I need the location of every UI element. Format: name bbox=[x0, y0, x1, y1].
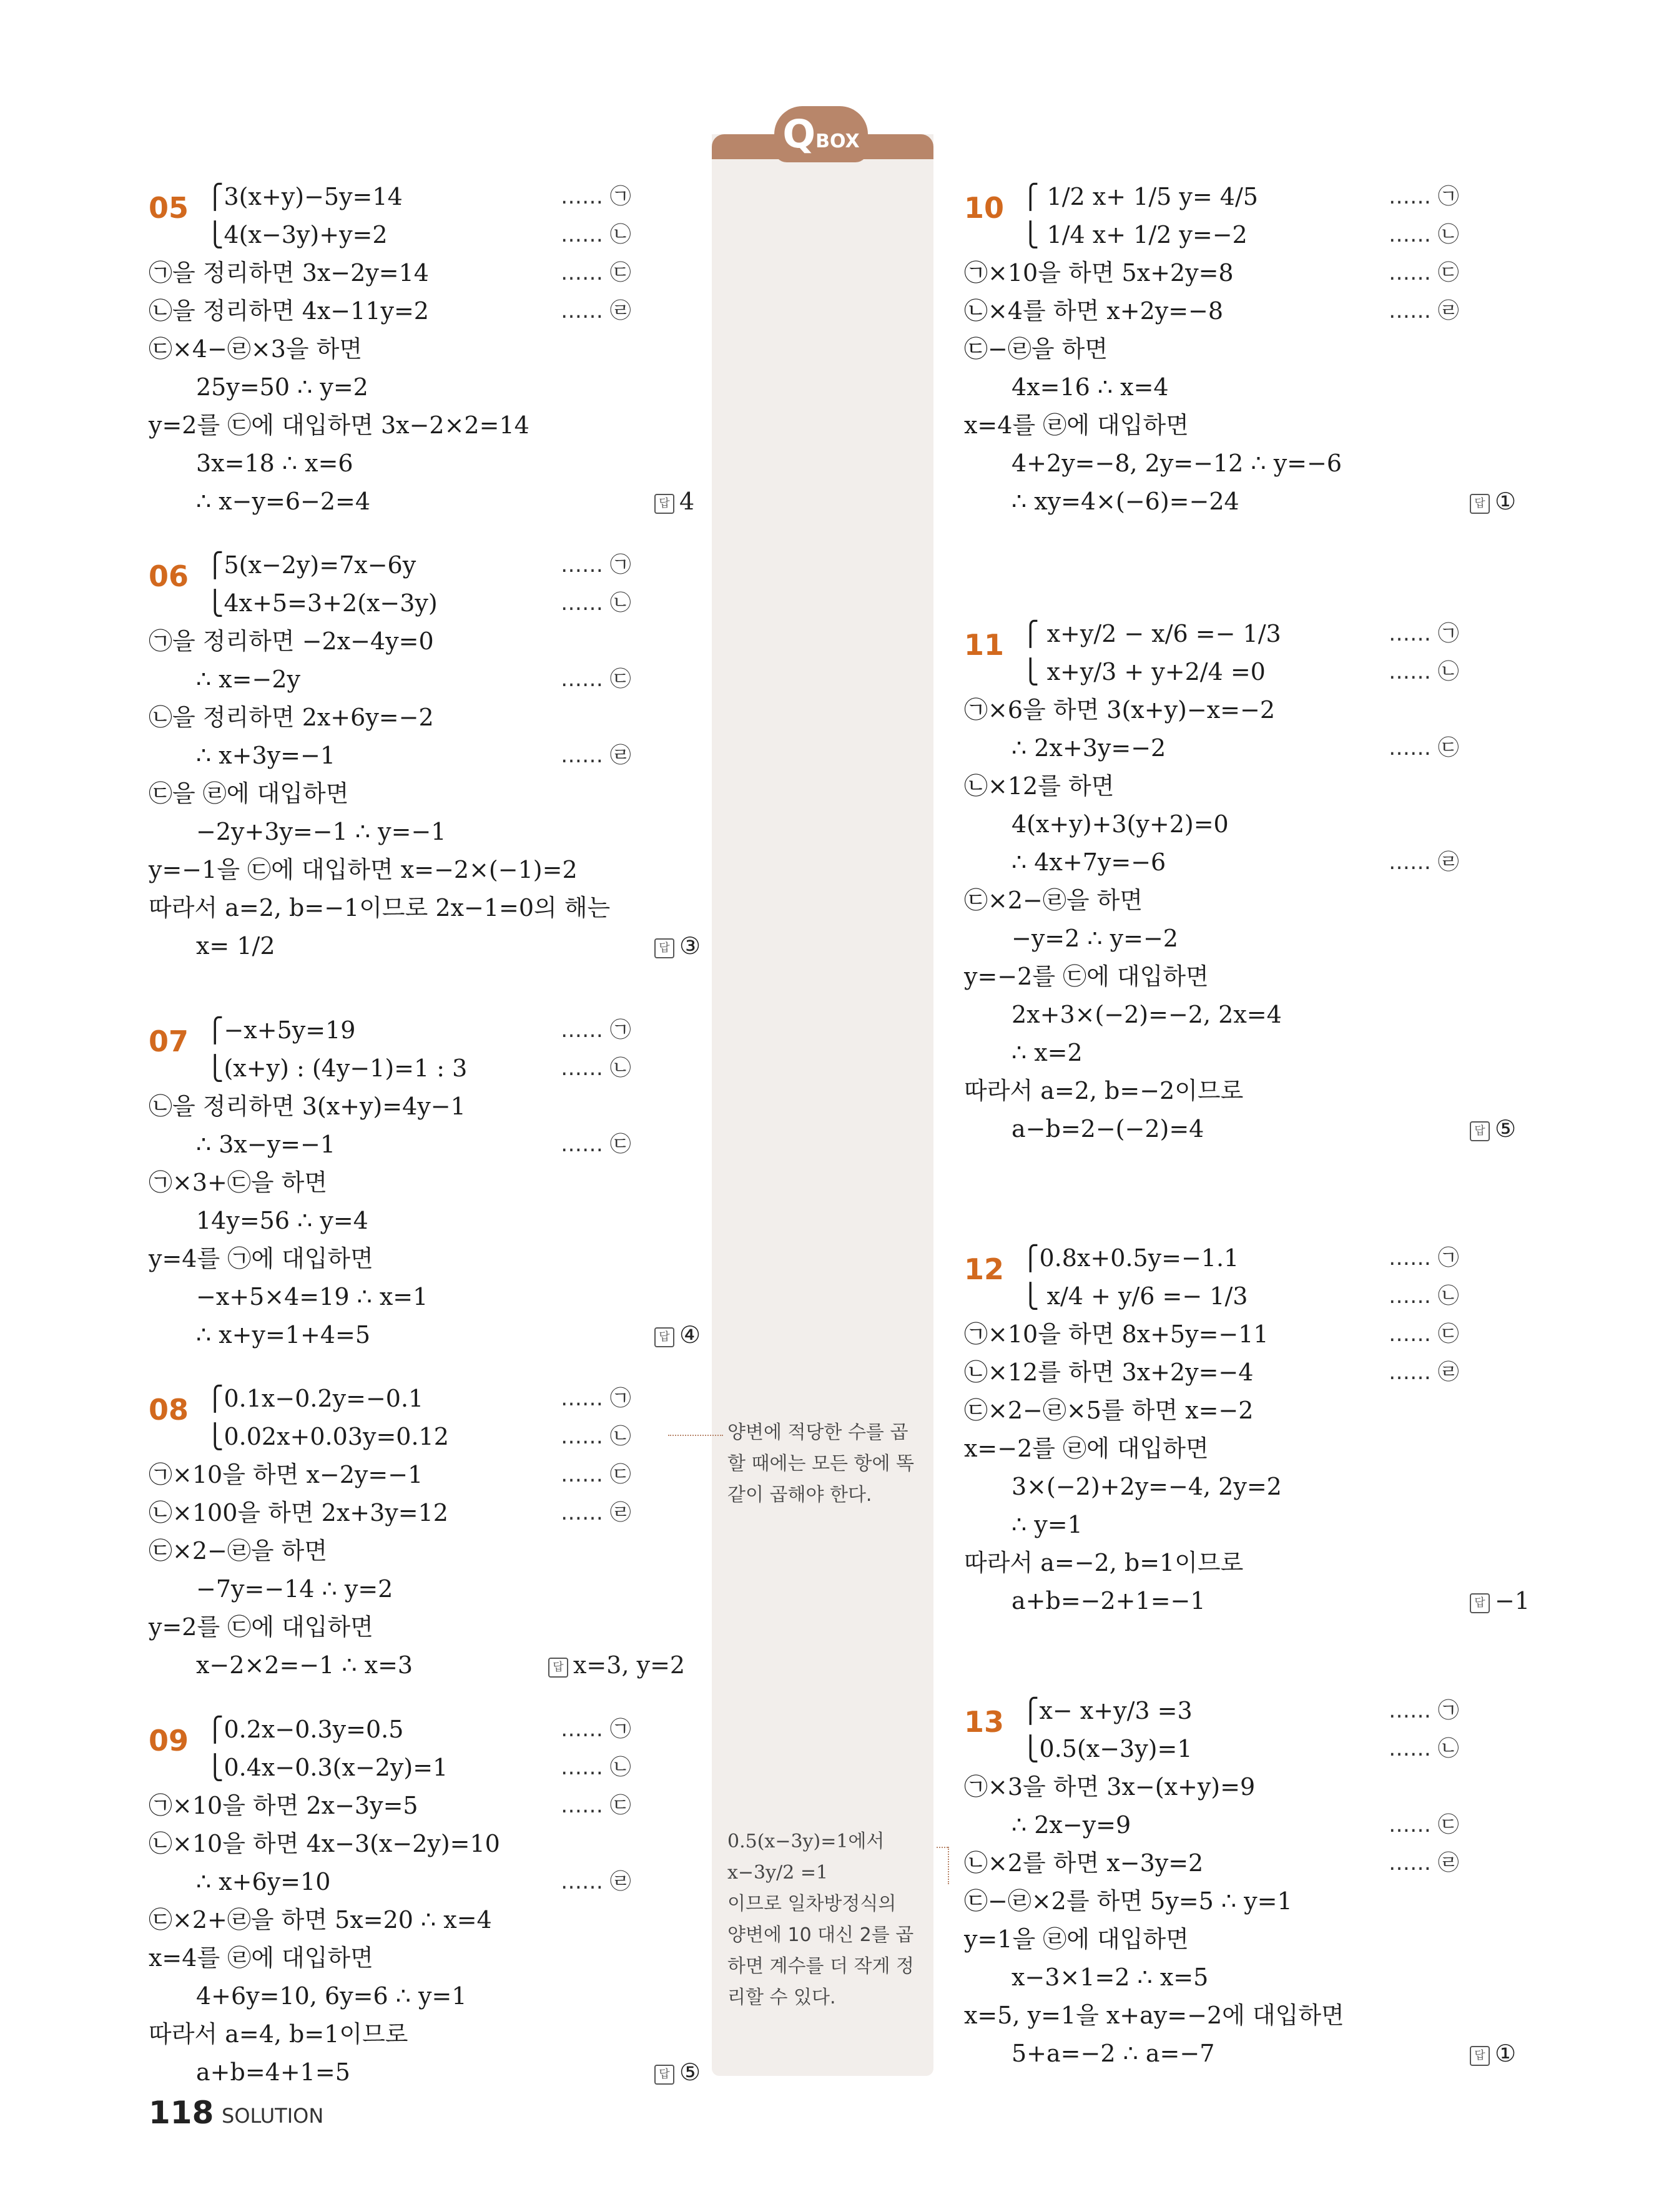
solution-text: ∴ x+6y=10 bbox=[196, 1868, 331, 1895]
solution-line bbox=[149, 1646, 711, 1684]
footer-label: SOLUTION bbox=[222, 2104, 324, 2128]
solution-line bbox=[964, 920, 1526, 957]
equation-tag: …… ㉡ bbox=[1389, 222, 1459, 247]
solution-line bbox=[149, 1316, 711, 1354]
solution-line bbox=[149, 1278, 711, 1315]
solution-text: ∴ xy=4×(−6)=−24 bbox=[1012, 488, 1239, 515]
solution-line bbox=[964, 483, 1526, 520]
solution-text: ⎧5(x−2y)=7x−6y bbox=[206, 551, 416, 579]
solution-text: ∴ x=2 bbox=[1012, 1039, 1083, 1066]
solution-line bbox=[149, 1126, 711, 1163]
solution-line bbox=[964, 1277, 1526, 1315]
solution-line bbox=[964, 1692, 1526, 1729]
answer-mark-icon: 답 bbox=[654, 1327, 674, 1347]
solution-line bbox=[149, 661, 711, 698]
solution-text: −2y+3y=−1 ∴ y=−1 bbox=[196, 818, 446, 845]
equation-tag: …… ㉣ bbox=[1389, 298, 1459, 323]
solution-text: x−3×1=2 ∴ x=5 bbox=[1012, 1964, 1209, 1991]
solution-text: 2x+3×(−2)=−2, 2x=4 bbox=[1012, 1001, 1282, 1028]
qbox-note-line: 양변에 적당한 수를 곱 bbox=[727, 1422, 908, 1443]
solution-line bbox=[964, 292, 1526, 330]
solution-text: ⎩(x+y) : (4y−1)=1 : 3 bbox=[206, 1054, 468, 1082]
solution-line bbox=[149, 1977, 711, 2015]
equation-tag: …… ㉣ bbox=[1389, 1360, 1459, 1385]
solution-text: y=2를 ㉢에 대입하면 3x−2×2=14 bbox=[149, 411, 529, 439]
solution-line bbox=[149, 1939, 711, 1977]
solution-text: ⎧0.2x−0.3y=0.5 bbox=[206, 1716, 404, 1743]
solution-line bbox=[964, 1468, 1526, 1505]
solution-text: 3×(−2)+2y=−4, 2y=2 bbox=[1012, 1473, 1282, 1500]
equation-tag: …… ㉡ bbox=[561, 1755, 631, 1780]
answer bbox=[654, 2053, 701, 2091]
solution-line bbox=[964, 615, 1526, 652]
equation-tag: …… ㉢ bbox=[1389, 1322, 1459, 1347]
solution-line bbox=[149, 1863, 711, 1900]
solution-line bbox=[964, 958, 1526, 995]
answer-mark-icon: 답 bbox=[1470, 1121, 1490, 1141]
answer-mark-icon: 답 bbox=[654, 2065, 674, 2085]
solution-line bbox=[964, 1806, 1526, 1844]
solution-line bbox=[964, 1354, 1526, 1391]
solution-text: ⎩0.02x+0.03y=0.12 bbox=[206, 1423, 449, 1450]
problem-number: 06 bbox=[149, 559, 189, 594]
answer-mark-icon: 답 bbox=[1470, 494, 1490, 514]
solution-text: ㉠×10을 하면 5x+2y=8 bbox=[964, 259, 1234, 287]
solution-text: 14y=56 ∴ y=4 bbox=[196, 1207, 368, 1234]
solution-text: ㉢×2−㉣을 하면 bbox=[964, 887, 1143, 914]
equation-tag: …… ㉡ bbox=[561, 1424, 631, 1449]
solution-text: ㉢×4−㉣×3을 하면 bbox=[149, 335, 363, 363]
solution-line bbox=[149, 699, 711, 736]
equation-tag: …… ㉠ bbox=[561, 1717, 631, 1742]
problem-number: 08 bbox=[149, 1393, 189, 1427]
solution-text: ∴ x=−2y bbox=[196, 666, 301, 693]
equation-tag: …… ㉡ bbox=[1389, 1736, 1459, 1761]
solution-text: ㉢을 ㉣에 대입하면 bbox=[149, 780, 349, 807]
solution-text: ㉠을 정리하면 3x−2y=14 bbox=[149, 259, 429, 287]
equation-tag: …… ㉢ bbox=[561, 1793, 631, 1818]
problem-number: 11 bbox=[964, 628, 1005, 662]
answer-value: x=3, y=2 bbox=[573, 1651, 686, 1679]
solution-line bbox=[149, 178, 711, 215]
solution-text: ⎩4x+5=3+2(x−3y) bbox=[206, 589, 438, 617]
solution-line bbox=[964, 330, 1526, 368]
problem-number: 10 bbox=[964, 191, 1005, 225]
solution-line bbox=[149, 927, 711, 965]
solution-line bbox=[964, 1315, 1526, 1353]
solution-text: 25y=50 ∴ y=2 bbox=[196, 373, 368, 401]
equation-tag: …… ㉠ bbox=[561, 553, 631, 578]
qbox-badge-q: Q bbox=[782, 111, 816, 157]
solution-text: 4(x+y)+3(y+2)=0 bbox=[1012, 810, 1229, 838]
solution-line bbox=[149, 1532, 711, 1570]
answer-value: −1 bbox=[1495, 1587, 1530, 1615]
solution-text: ㉡×10을 하면 4x−3(x−2y)=10 bbox=[149, 1830, 500, 1857]
answer bbox=[654, 1316, 701, 1354]
answer bbox=[654, 483, 694, 520]
answer-value: ⑤ bbox=[679, 2058, 701, 2086]
solution-text: ㉢×2−㉣을 하면 bbox=[149, 1537, 328, 1565]
equation-tag: …… ㉣ bbox=[1389, 850, 1459, 875]
answer bbox=[1470, 1110, 1516, 1148]
solution-text: a−b=2−(−2)=4 bbox=[1012, 1115, 1204, 1143]
solution-text: x=−2를 ㉣에 대입하면 bbox=[964, 1435, 1209, 1462]
equation-tag: …… ㉣ bbox=[561, 743, 631, 768]
qbox-note-line: 하면 계수를 더 작게 정 bbox=[727, 1955, 914, 1977]
answer-value: ⑤ bbox=[1495, 1115, 1517, 1143]
qbox-note-line: 0.5(x−3y)=1에서 bbox=[727, 1831, 885, 1852]
solution-text: ⎩ x+y/3 + y+2/4 =0 bbox=[1021, 658, 1266, 686]
equation-tag: …… ㉠ bbox=[561, 1386, 631, 1411]
solution-text: −y=2 ∴ y=−2 bbox=[1012, 925, 1178, 952]
solution-text: ⎧x− x+y/3 =3 bbox=[1021, 1697, 1193, 1724]
solution-line bbox=[964, 1544, 1526, 1581]
solution-text: ⎩0.5(x−3y)=1 bbox=[1021, 1735, 1193, 1762]
solution-line bbox=[149, 1456, 711, 1493]
qbox-panel bbox=[712, 134, 933, 2076]
solution-text: x−2×2=−1 ∴ x=3 bbox=[196, 1651, 413, 1679]
equation-tag: …… ㉠ bbox=[561, 1018, 631, 1043]
problem-number: 05 bbox=[149, 191, 189, 225]
answer-value: ④ bbox=[679, 1321, 701, 1349]
solution-text: ㉢×2−㉣×5를 하면 x=−2 bbox=[964, 1397, 1254, 1424]
solution-line bbox=[964, 1768, 1526, 1806]
equation-tag: …… ㉡ bbox=[561, 591, 631, 616]
solution-line bbox=[964, 178, 1526, 215]
solution-text: ㉠을 정리하면 −2x−4y=0 bbox=[149, 627, 434, 655]
solution-text: ∴ x+3y=−1 bbox=[196, 742, 336, 769]
solution-line bbox=[964, 1430, 1526, 1467]
solution-text: ∴ y=1 bbox=[1012, 1511, 1083, 1538]
answer-mark-icon: 답 bbox=[654, 938, 674, 958]
solution-line bbox=[964, 1997, 1526, 2034]
solution-line bbox=[149, 1202, 711, 1239]
qbox-note-multiply bbox=[727, 1417, 921, 1511]
qbox-note-line: 양변에 10 대신 2를 곱 bbox=[727, 1924, 914, 1946]
equation-tag: …… ㉡ bbox=[1389, 1284, 1459, 1309]
answer bbox=[1470, 2035, 1516, 2072]
equation-tag: …… ㉢ bbox=[561, 1132, 631, 1157]
solution-line bbox=[964, 882, 1526, 919]
solution-line bbox=[964, 1034, 1526, 1071]
solution-text: ㉠×10을 하면 2x−3y=5 bbox=[149, 1792, 418, 1819]
solution-text: ⎧−x+5y=19 bbox=[206, 1016, 356, 1044]
solution-text: ㉠×10을 하면 8x+5y=−11 bbox=[964, 1320, 1269, 1348]
solution-line bbox=[149, 1164, 711, 1201]
solution-line bbox=[964, 653, 1526, 691]
solution-text: x=4를 ㉣에 대입하면 bbox=[149, 1944, 373, 1972]
equation-tag: …… ㉡ bbox=[561, 1056, 631, 1081]
solution-text: x=5, y=1을 x+ay=−2에 대입하면 bbox=[964, 2002, 1344, 2029]
answer-value: ① bbox=[1495, 488, 1517, 515]
solution-text: ㉠×6을 하면 3(x+y)−x=−2 bbox=[964, 696, 1275, 724]
solution-text: 따라서 a=−2, b=1이므로 bbox=[964, 1549, 1244, 1576]
solution-line bbox=[964, 2035, 1526, 2072]
solution-line bbox=[149, 1049, 711, 1087]
solution-text: a+b=4+1=5 bbox=[196, 2058, 350, 2086]
solution-line bbox=[149, 1711, 711, 1748]
solution-text: 5+a=−2 ∴ a=−7 bbox=[1012, 2040, 1215, 2067]
solution-text: ⎧0.1x−0.2y=−0.1 bbox=[206, 1385, 424, 1412]
solution-text: ⎩4(x−3y)+y=2 bbox=[206, 221, 388, 248]
solution-text: ㉠×10을 하면 x−2y=−1 bbox=[149, 1461, 423, 1488]
solution-line bbox=[149, 1608, 711, 1646]
solution-line bbox=[964, 216, 1526, 253]
solution-line bbox=[149, 1088, 711, 1125]
page-number: 118 bbox=[149, 2095, 214, 2131]
solution-text: ∴ x−y=6−2=4 bbox=[196, 488, 371, 515]
solution-line bbox=[964, 406, 1526, 444]
solution-line bbox=[964, 1959, 1526, 1996]
solution-line bbox=[149, 216, 711, 253]
equation-tag: …… ㉣ bbox=[561, 1869, 631, 1894]
solution-line bbox=[149, 1380, 711, 1417]
solution-text: y=−2를 ㉢에 대입하면 bbox=[964, 963, 1209, 990]
solution-text: ∴ x+y=1+4=5 bbox=[196, 1321, 371, 1349]
solution-text: ㉢×2+㉣을 하면 5x=20 ∴ x=4 bbox=[149, 1906, 492, 1934]
equation-tag: …… ㉠ bbox=[1389, 184, 1459, 209]
qbox-note-line: 같이 곱해야 한다. bbox=[727, 1484, 872, 1506]
answer-value: 4 bbox=[679, 488, 695, 515]
equation-tag: …… ㉣ bbox=[1389, 1851, 1459, 1875]
solution-text: 따라서 a=4, b=1이므로 bbox=[149, 2020, 408, 2048]
qbox-note-coefficient bbox=[727, 1826, 921, 2013]
solution-text: −7y=−14 ∴ y=2 bbox=[196, 1575, 393, 1603]
equation-tag: …… ㉡ bbox=[1389, 659, 1459, 684]
answer bbox=[1470, 1582, 1530, 1620]
solution-line bbox=[149, 1749, 711, 1786]
solution-text: x=4를 ㉣에 대입하면 bbox=[964, 411, 1189, 439]
answer-mark-icon: 답 bbox=[548, 1658, 568, 1678]
solution-line bbox=[964, 1730, 1526, 1767]
answer-mark-icon: 답 bbox=[1470, 1593, 1490, 1613]
solution-line bbox=[149, 1240, 711, 1277]
qbox-badge-box: BOX bbox=[815, 130, 860, 152]
solution-text: 3x=18 ∴ x=6 bbox=[196, 450, 353, 477]
solution-line bbox=[149, 445, 711, 482]
qbox-note-line: x−3y/2 =1 bbox=[727, 1862, 829, 1884]
equation-tag: …… ㉠ bbox=[1389, 621, 1459, 646]
solution-line bbox=[964, 1882, 1526, 1920]
solution-line bbox=[149, 292, 711, 330]
solution-text: 4+6y=10, 6y=6 ∴ y=1 bbox=[196, 1982, 467, 2010]
equation-tag: …… ㉢ bbox=[561, 260, 631, 285]
solution-text: ㉡×4를 하면 x+2y=−8 bbox=[964, 297, 1224, 325]
solution-line bbox=[149, 406, 711, 444]
solution-text: 4x=16 ∴ x=4 bbox=[1012, 373, 1169, 401]
problem-number: 07 bbox=[149, 1025, 189, 1059]
solution-line bbox=[964, 1239, 1526, 1277]
equation-tag: …… ㉠ bbox=[1389, 1246, 1459, 1271]
solution-text: ∴ 3x−y=−1 bbox=[196, 1131, 336, 1158]
solution-text: ⎧3(x+y)−5y=14 bbox=[206, 183, 403, 210]
solution-line bbox=[149, 546, 711, 584]
solution-line bbox=[964, 368, 1526, 406]
solution-text: ⎩ x/4 + y/6 =− 1/3 bbox=[1021, 1282, 1248, 1310]
solution-text: ㉡×12를 하면 bbox=[964, 772, 1115, 800]
equation-tag: …… ㉡ bbox=[561, 222, 631, 247]
equation-tag: …… ㉠ bbox=[561, 184, 631, 209]
problem-number: 12 bbox=[964, 1252, 1005, 1287]
equation-tag: …… ㉠ bbox=[1389, 1698, 1459, 1723]
solution-text: ㉢−㉣×2를 하면 5y=5 ∴ y=1 bbox=[964, 1887, 1292, 1915]
solution-line bbox=[964, 1072, 1526, 1109]
solution-line bbox=[149, 1787, 711, 1824]
equation-tag: …… ㉢ bbox=[561, 667, 631, 692]
solution-line bbox=[149, 622, 711, 660]
answer-value: ① bbox=[1495, 2040, 1517, 2067]
solution-line bbox=[149, 775, 711, 812]
solution-text: ㉠×3을 하면 3x−(x+y)=9 bbox=[964, 1773, 1256, 1801]
solution-line bbox=[149, 483, 711, 520]
equation-tag: …… ㉢ bbox=[1389, 260, 1459, 285]
solution-line bbox=[964, 1582, 1530, 1620]
solution-text: y=1을 ㉣에 대입하면 bbox=[964, 1925, 1189, 1953]
solution-text: ㉡×12를 하면 3x+2y=−4 bbox=[964, 1359, 1254, 1386]
solution-text: ⎧0.8x+0.5y=−1.1 bbox=[1021, 1244, 1239, 1272]
solution-line bbox=[964, 445, 1526, 482]
solution-text: ㉠×3+㉢을 하면 bbox=[149, 1169, 328, 1196]
solution-line bbox=[149, 330, 711, 368]
solution-text: ㉢−㉣을 하면 bbox=[964, 335, 1108, 363]
solution-text: a+b=−2+1=−1 bbox=[1012, 1587, 1206, 1615]
solution-text: ⎧ 1/2 x+ 1/5 y= 4/5 bbox=[1021, 183, 1258, 210]
solution-line bbox=[149, 851, 711, 888]
solution-text: ∴ 2x−y=9 bbox=[1012, 1811, 1131, 1839]
solution-text: ㉡×2를 하면 x−3y=2 bbox=[964, 1849, 1204, 1877]
solution-text: ㉡을 정리하면 4x−11y=2 bbox=[149, 297, 429, 325]
answer-mark-icon: 답 bbox=[1470, 2046, 1490, 2066]
solution-line bbox=[964, 996, 1526, 1033]
solution-line bbox=[964, 254, 1526, 292]
solution-text: ⎩0.4x−0.3(x−2y)=1 bbox=[206, 1754, 448, 1781]
solution-line bbox=[964, 729, 1526, 767]
solution-line bbox=[149, 1011, 711, 1049]
solution-line bbox=[149, 1570, 711, 1608]
solution-line bbox=[149, 813, 711, 850]
equation-tag: …… ㉢ bbox=[561, 1462, 631, 1487]
answer bbox=[1470, 483, 1516, 520]
solution-line bbox=[149, 1494, 711, 1531]
solution-line bbox=[149, 1825, 711, 1862]
solution-text: y=4를 ㉠에 대입하면 bbox=[149, 1245, 373, 1272]
solution-line bbox=[149, 1901, 711, 1939]
solution-line bbox=[964, 805, 1526, 843]
solution-line bbox=[964, 1844, 1526, 1882]
solution-line bbox=[149, 2053, 711, 2091]
solution-text: y=−1을 ㉢에 대입하면 x=−2×(−1)=2 bbox=[149, 856, 578, 883]
problem-number: 13 bbox=[964, 1705, 1005, 1739]
equation-tag: …… ㉣ bbox=[561, 298, 631, 323]
solution-line bbox=[149, 889, 711, 927]
solution-line bbox=[964, 767, 1526, 805]
solution-line bbox=[149, 1418, 711, 1455]
equation-tag: …… ㉢ bbox=[1389, 1812, 1459, 1837]
solution-text: y=2를 ㉢에 대입하면 bbox=[149, 1613, 373, 1641]
solution-line bbox=[964, 843, 1526, 881]
qbox-note-line: 리할 수 있다. bbox=[727, 1987, 836, 2008]
solution-line bbox=[964, 1392, 1526, 1429]
solution-text: 4+2y=−8, 2y=−12 ∴ y=−6 bbox=[1012, 450, 1342, 477]
answer bbox=[654, 927, 701, 965]
solution-text: x= 1/2 bbox=[196, 932, 275, 960]
answer-mark-icon: 답 bbox=[654, 494, 674, 514]
solution-line bbox=[149, 254, 711, 292]
solution-text: ㉡×100을 하면 2x+3y=12 bbox=[149, 1499, 448, 1526]
solution-line bbox=[149, 584, 711, 622]
solution-line bbox=[149, 368, 711, 406]
qbox-note-line: 이므로 일차방정식의 bbox=[727, 1893, 897, 1915]
qbox-connector bbox=[937, 1847, 948, 1848]
solution-text: 따라서 a=2, b=−2이므로 bbox=[964, 1077, 1244, 1104]
solution-text: ㉡을 정리하면 2x+6y=−2 bbox=[149, 704, 434, 731]
solution-text: 따라서 a=2, b=−1이므로 2x−1=0의 해는 bbox=[149, 894, 611, 922]
solution-line bbox=[964, 1110, 1526, 1148]
equation-tag: …… ㉢ bbox=[1389, 735, 1459, 760]
problem-number: 09 bbox=[149, 1724, 189, 1758]
solution-line bbox=[964, 1506, 1526, 1543]
answer-value: ③ bbox=[679, 932, 701, 960]
solution-text: ⎧ x+y/2 − x/6 =− 1/3 bbox=[1021, 620, 1281, 647]
equation-tag: …… ㉣ bbox=[561, 1500, 631, 1525]
solution-text: ㉡을 정리하면 3(x+y)=4y−1 bbox=[149, 1093, 466, 1120]
qbox-connector bbox=[948, 1847, 949, 1884]
solution-line bbox=[964, 691, 1526, 729]
qbox-note-line: 할 때에는 모든 항에 똑 bbox=[727, 1453, 914, 1475]
solution-line bbox=[964, 1920, 1526, 1958]
solution-text: −x+5×4=19 ∴ x=1 bbox=[196, 1283, 428, 1310]
solution-text: ⎩ 1/4 x+ 1/2 y=−2 bbox=[1021, 221, 1248, 248]
qbox-badge bbox=[774, 106, 868, 162]
answer bbox=[548, 1646, 685, 1684]
solution-text: ∴ 2x+3y=−2 bbox=[1012, 734, 1166, 762]
solution-line bbox=[149, 737, 711, 774]
solution-text: ∴ 4x+7y=−6 bbox=[1012, 848, 1166, 876]
solution-line bbox=[149, 2015, 711, 2053]
